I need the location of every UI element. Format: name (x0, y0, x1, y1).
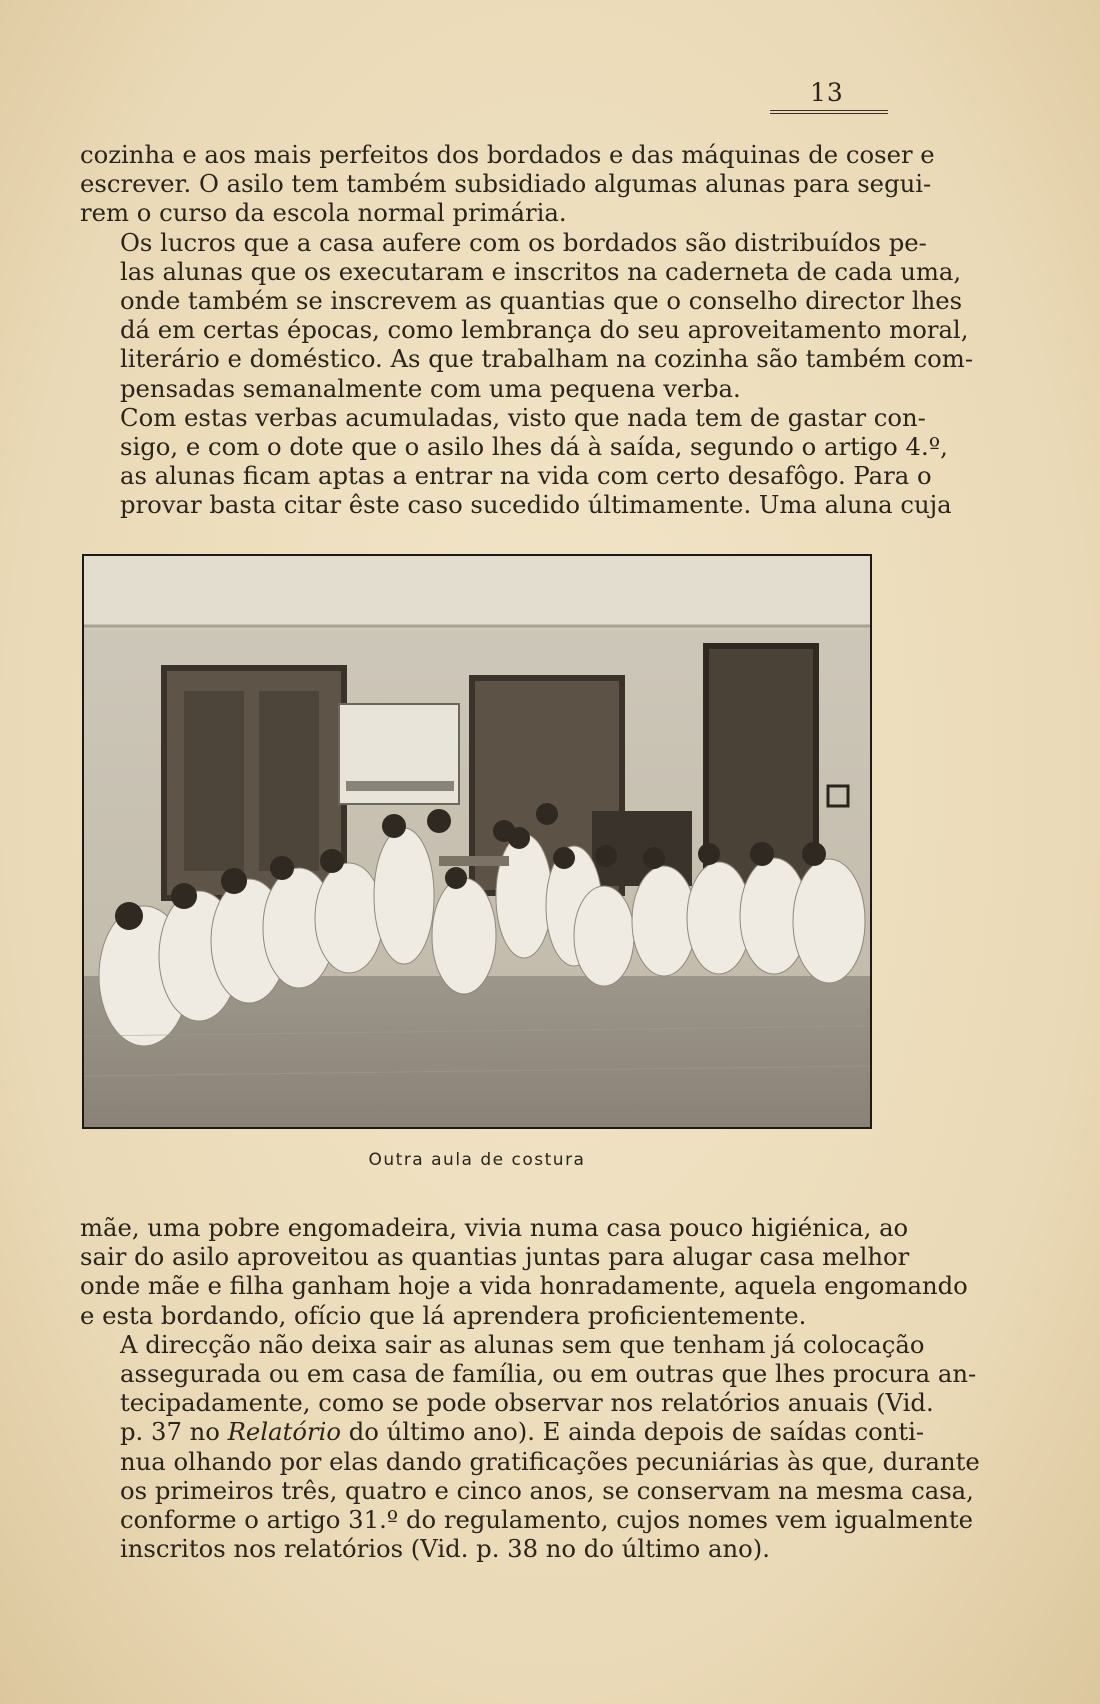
text-line: conforme o artigo 31.º do regulamento, cujos nomes vem igualmente (120, 1505, 974, 1535)
page-number: 13 (810, 78, 844, 107)
text-line: literário e doméstico. As que trabalham na cozinha são também com- (120, 344, 974, 374)
paragraph-lucros (80, 227, 974, 403)
text-line: las alunas que os executaram e inscritos na caderneta de cada uma, (120, 256, 962, 286)
text-line: nua olhando por elas dando gratificações pecuniárias às que, durante (120, 1446, 980, 1476)
text-line: provar basta citar êste caso sucedido últimamente. Uma aluna cuja (120, 490, 952, 520)
text-line: e esta bordando, ofício que lá aprendera proficientemente. (80, 1300, 807, 1330)
header-rule (770, 110, 888, 114)
text-segment: p. 37 no (120, 1417, 228, 1447)
text-line: inscritos nos relatórios (Vid. p. 38 no do último ano). (120, 1534, 771, 1564)
text-line: onde mãe e filha ganham hoje a vida honradamente, aquela engomando (80, 1271, 968, 1301)
text-block-bottom (80, 1213, 980, 1564)
text-line: rem o curso da escola normal primária. (80, 198, 567, 228)
photo-caption: Outra aula de costura (368, 1150, 586, 1170)
text-line: Os lucros que a casa aufere com os bordados são distribuídos pe- (120, 227, 927, 257)
paragraph-mae (80, 1213, 968, 1330)
text-line: tecipadamente, como se pode observar nos relatórios anuais (Vid. (120, 1388, 934, 1418)
text-line: sigo, e com o dote que o asilo lhes dá à saída, segundo o artigo 4.º, (120, 432, 948, 462)
text-line: os primeiros três, quatro e cinco anos, se conservam na mesma casa, (120, 1475, 974, 1505)
paragraph-continued (80, 140, 935, 228)
text-segment: do último ano). E ainda depois de saídas conti- (340, 1417, 925, 1447)
text-line: dá em certas épocas, como lembrança do seu aproveitamento moral, (120, 315, 969, 345)
text-block-top (80, 140, 974, 520)
text-line: sair do asilo aproveitou as quantias juntas para alugar casa melhor (80, 1242, 910, 1272)
text-line-with-italic (80, 1417, 925, 1447)
text-line: assegurada ou em casa de família, ou em outras que lhes procura an- (120, 1359, 977, 1389)
italic-title: Relatório (227, 1417, 341, 1447)
text-line: cozinha e aos mais perfeitos dos bordados e das máquinas de coser e (80, 140, 935, 169)
paragraph-verbas (80, 402, 952, 520)
text-line: Com estas verbas acumuladas, visto que nada tem de gastar con- (120, 402, 926, 432)
text-line: onde também se inscrevem as quantias que o conselho director lhes (120, 286, 963, 316)
paragraph-direccao (80, 1329, 980, 1564)
photo-illustration (84, 556, 870, 1127)
text-line: pensadas semanalmente com uma pequena verba. (120, 373, 741, 403)
text-line: escrever. O asilo tem também subsidiado algumas alunas para segui- (80, 169, 932, 199)
text-line: mãe, uma pobre engomadeira, vivia numa casa pouco higiénica, ao (80, 1213, 909, 1242)
text-line: A direcção não deixa sair as alunas sem que tenham já colocação (120, 1329, 925, 1359)
text-line: as alunas ficam aptas a entrar na vida com certo desafôgo. Para o (120, 461, 932, 491)
sewing-class-photo (82, 554, 872, 1129)
